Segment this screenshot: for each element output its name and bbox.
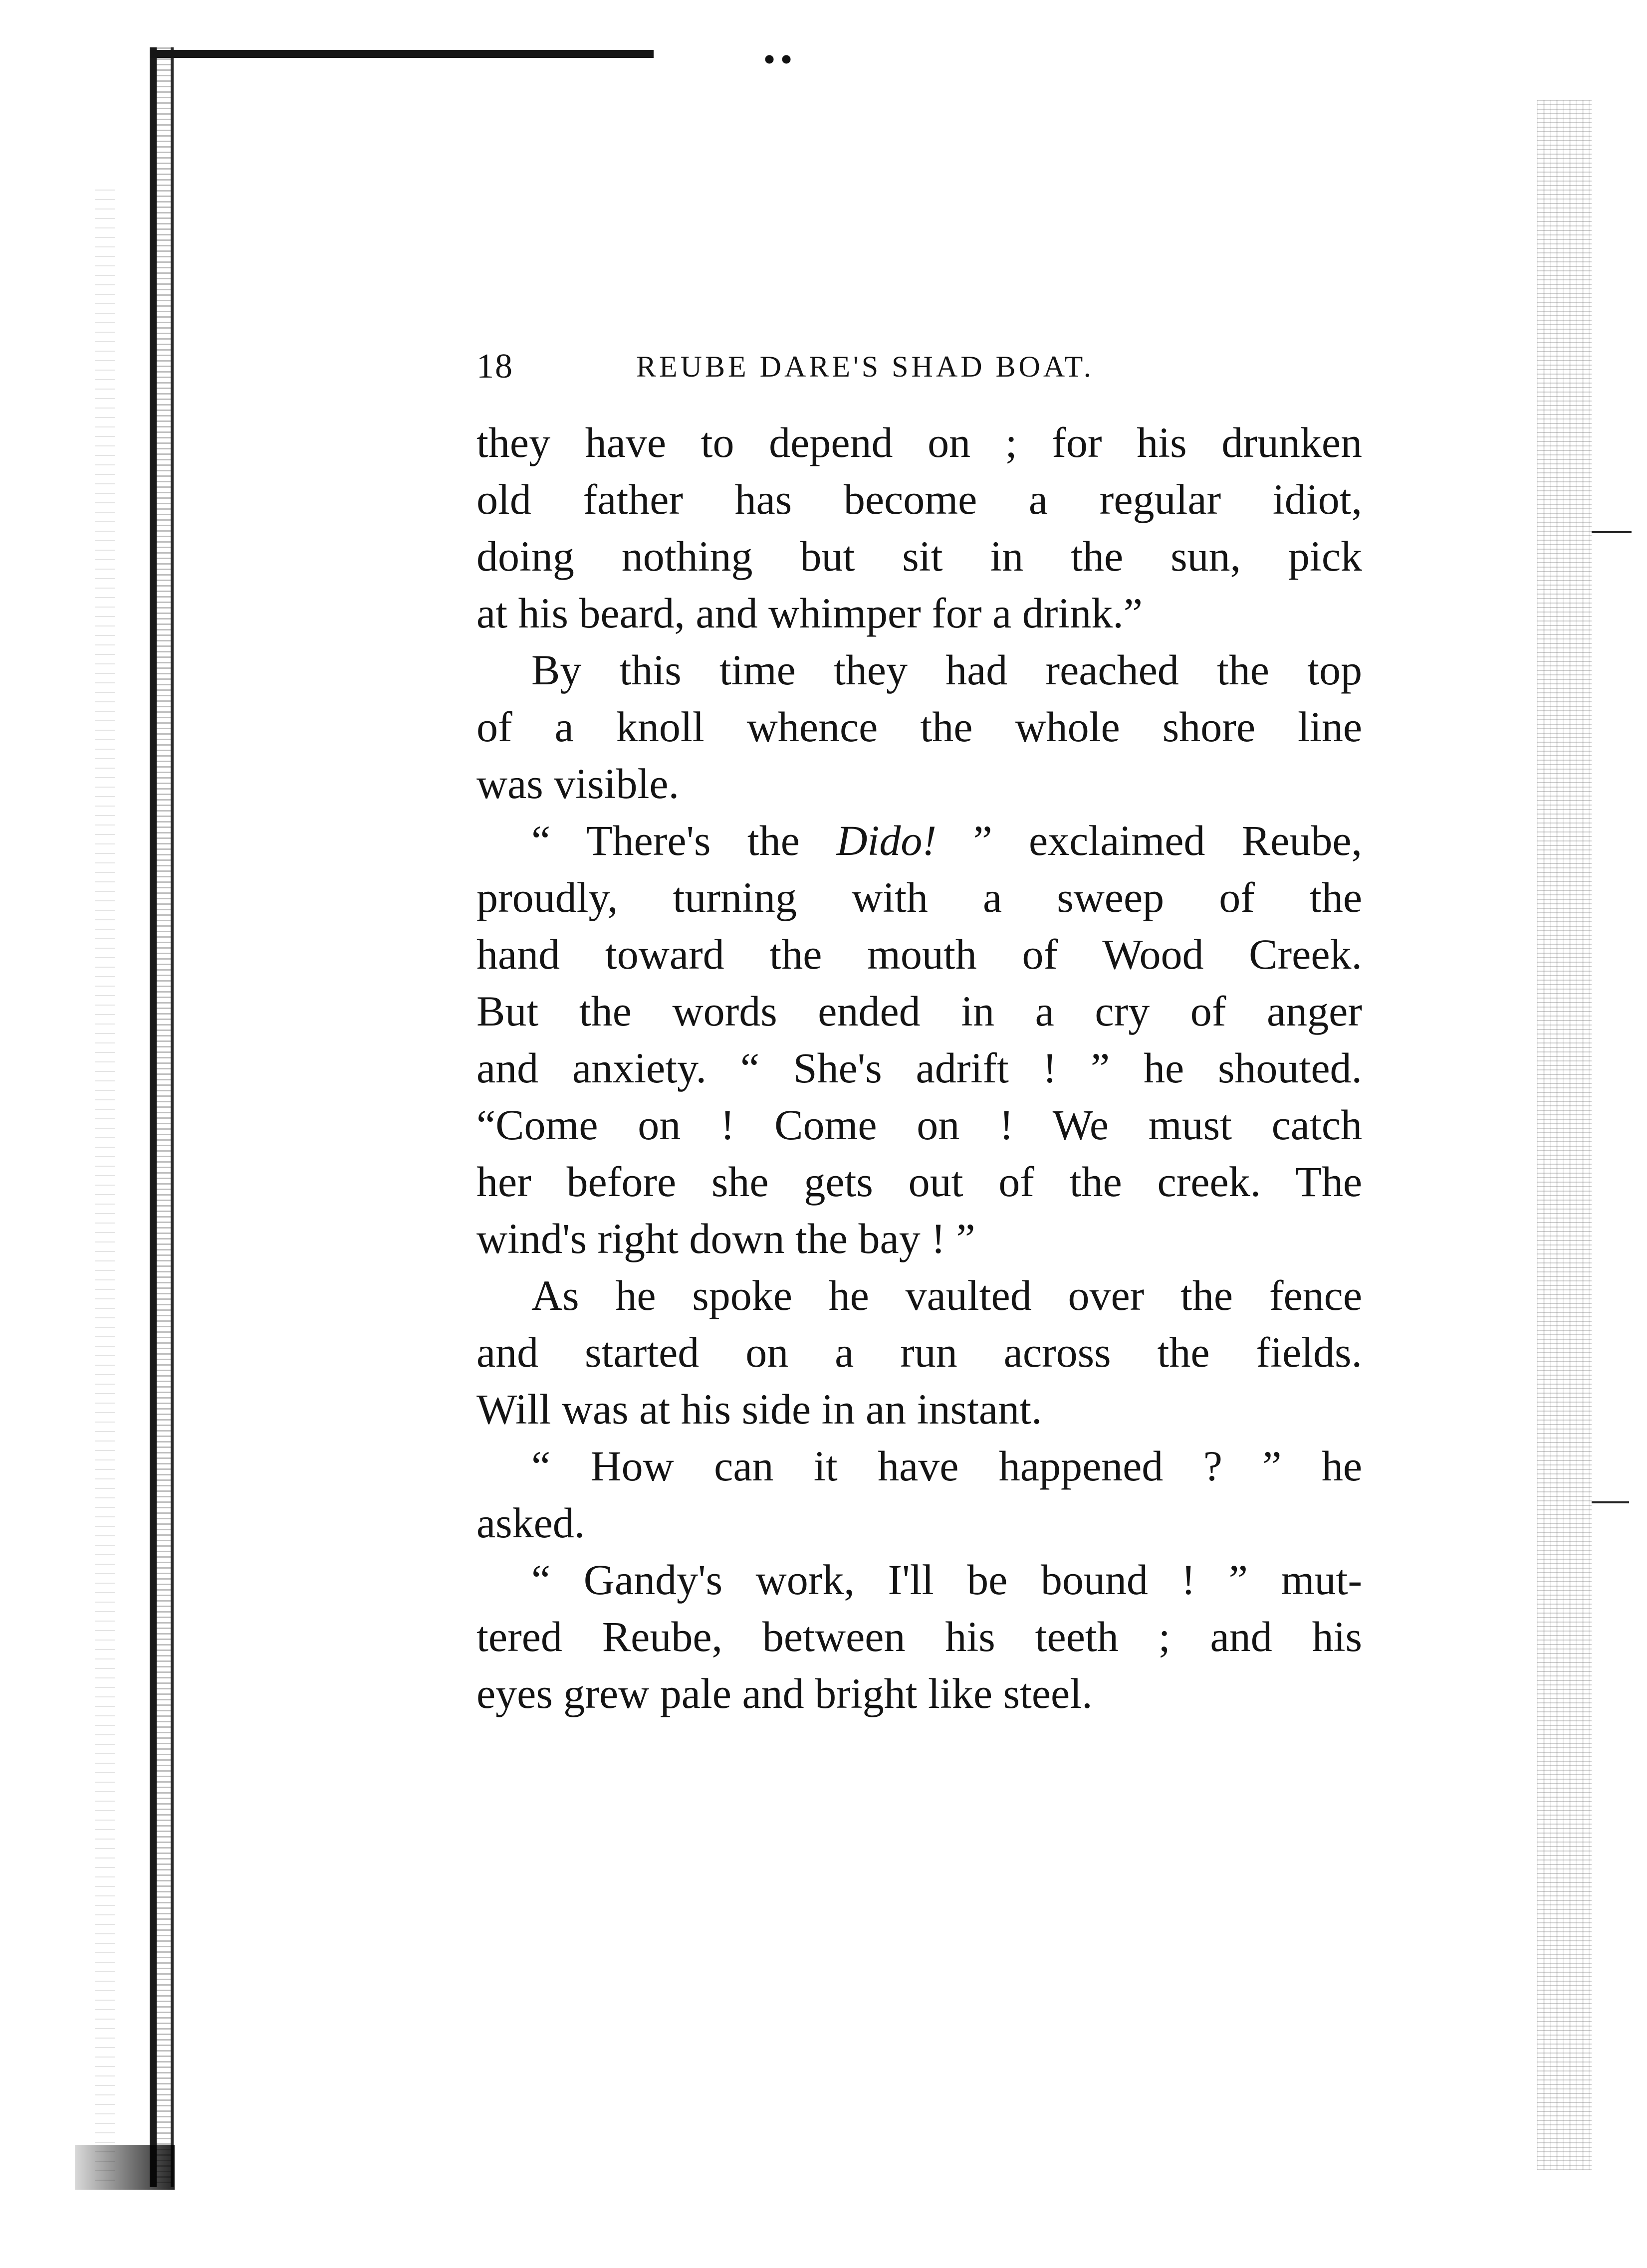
- book-binding-edge: [150, 47, 174, 2187]
- binding-shadow: [95, 190, 115, 2185]
- top-page-rule: [150, 50, 654, 58]
- text-line: But the words ended in a cry of anger: [476, 987, 1362, 1035]
- text-line: and started on a run across the fields.: [476, 1328, 1362, 1376]
- running-head: REUBE DARE'S SHAD BOAT.: [636, 350, 1094, 383]
- text-line: was visible.: [476, 760, 680, 808]
- text-line: old father has become a regular idiot,: [476, 475, 1362, 523]
- text-line: eyes grew pale and bright like steel.: [476, 1669, 1093, 1717]
- text-line: they have to depend on ; for his drunken: [476, 418, 1362, 466]
- right-page-edge: [1537, 100, 1592, 2170]
- paragraph-start-line: “ Gandy's work, I'll be bound ! ” mut-: [531, 1556, 1362, 1604]
- paragraph-start-line: By this time they had reached the top: [531, 646, 1362, 694]
- text-line: proudly, turning with a sweep of the: [476, 873, 1362, 921]
- text-line: hand toward the mouth of Wood Creek.: [476, 930, 1362, 978]
- text-line: asked.: [476, 1499, 585, 1547]
- paragraph-start-line: “ How can it have happened ? ” he: [531, 1442, 1362, 1490]
- page-number: 18: [476, 347, 513, 386]
- ink-specks: [763, 55, 793, 64]
- text-line: doing nothing but sit in the sun, pick: [476, 532, 1362, 580]
- text-line: and anxiety. “ She's adrift ! ” he shouted.: [476, 1044, 1362, 1092]
- paragraph-start-line: [476, 812, 1362, 869]
- text-span: “ There's the: [531, 817, 837, 864]
- text-span: ” exclaimed Reube,: [937, 817, 1362, 864]
- text-line: Will was at his side in an instant.: [476, 1385, 1042, 1433]
- right-edge-tick: [1592, 1501, 1629, 1503]
- page-header: [476, 344, 1210, 389]
- text-line: at his beard, and whimper for a drink.”: [476, 589, 1143, 637]
- body-text: [476, 414, 1362, 1722]
- text-line: tered Reube, between his teeth ; and his: [476, 1613, 1362, 1660]
- paragraph-start-line: As he spoke he vaulted over the fence: [531, 1271, 1362, 1319]
- binding-corner-shadow: [75, 2145, 175, 2190]
- right-edge-tick: [1592, 531, 1632, 533]
- text-line: her before she gets out of the creek. The: [476, 1158, 1362, 1206]
- text-line: of a knoll whence the whole shore line: [476, 703, 1362, 751]
- text-line: “Come on ! Come on ! We must catch: [476, 1101, 1362, 1149]
- text-line: wind's right down the bay ! ”: [476, 1215, 975, 1262]
- boat-name-italic: Dido!: [836, 817, 937, 864]
